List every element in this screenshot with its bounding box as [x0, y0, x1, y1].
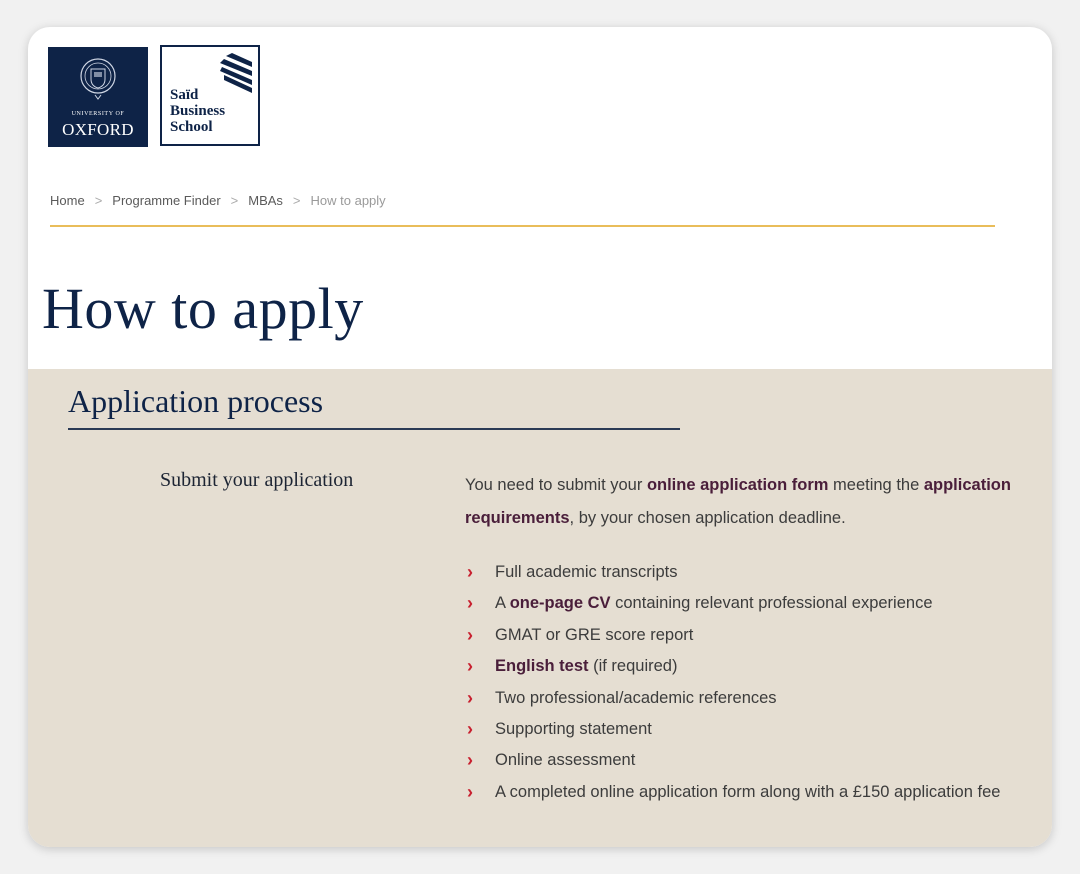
said-wordmark — [170, 87, 225, 135]
breadcrumb-divider — [50, 225, 995, 227]
section-title-underline — [68, 428, 680, 430]
oxford-wordmark: OXFORD — [62, 120, 134, 139]
list-item — [465, 588, 1035, 619]
list-item — [465, 620, 1035, 651]
breadcrumb-separator: > — [230, 193, 239, 208]
intro-paragraph — [465, 469, 1035, 535]
application-requirements-link[interactable]: application requirements — [465, 476, 1011, 527]
oxford-logo[interactable] — [48, 47, 148, 147]
chevron-right-icon: › — [467, 719, 473, 740]
browser-page — [28, 27, 1052, 847]
said-line-3: School — [170, 119, 213, 135]
chevron-right-icon: › — [467, 656, 473, 677]
chevron-right-icon: › — [467, 562, 473, 582]
breadcrumb — [50, 193, 386, 208]
chevron-right-icon: › — [467, 624, 473, 645]
requirement-link[interactable]: English test — [495, 657, 589, 676]
list-item — [465, 683, 1035, 714]
requirement-text: Online assessment — [495, 751, 636, 770]
breadcrumb-separator: > — [292, 193, 301, 208]
requirement-text: A — [495, 594, 510, 613]
list-item — [465, 557, 1035, 588]
intro-text-2: meeting the — [828, 476, 924, 494]
requirement-text: A completed online application form along with a £150 application fee — [495, 782, 1001, 801]
requirement-text: Full academic transcripts — [495, 563, 678, 581]
university-of-text: UNIVERSITY OF — [71, 111, 125, 117]
requirement-text: Two professional/academic references — [495, 688, 777, 707]
page-title: How to apply — [42, 276, 364, 341]
requirement-link[interactable]: one-page CV — [509, 594, 611, 613]
chevron-right-icon: › — [467, 593, 473, 614]
list-item — [465, 777, 1035, 808]
breadcrumb-home[interactable]: Home — [50, 193, 85, 208]
requirements-list — [465, 557, 1035, 808]
requirement-text-suffix: containing relevant professional experience — [610, 594, 933, 613]
intro-text-1: You need to submit your — [465, 476, 647, 494]
application-process-section — [28, 369, 1052, 847]
breadcrumb-current: How to apply — [310, 193, 386, 208]
list-item — [465, 651, 1035, 682]
breadcrumb-mbas[interactable]: MBAs — [248, 193, 283, 208]
said-line-1: Saïd — [170, 87, 199, 103]
requirement-text: Supporting statement — [495, 720, 652, 739]
requirement-text: GMAT or GRE score report — [495, 625, 694, 644]
section-title: Application process — [68, 383, 324, 419]
chevron-right-icon: › — [467, 687, 473, 708]
oxford-crest-icon — [78, 56, 118, 100]
chevron-right-icon: › — [467, 750, 473, 771]
list-item — [465, 745, 1035, 776]
chevron-right-icon: › — [467, 781, 473, 802]
breadcrumb-separator: > — [94, 193, 103, 208]
requirement-text-suffix: (if required) — [588, 657, 678, 676]
online-application-form-link[interactable]: online application form — [646, 476, 829, 494]
breadcrumb-programme-finder[interactable]: Programme Finder — [112, 193, 221, 208]
said-business-school-logo[interactable] — [160, 45, 260, 146]
said-line-2: Business — [170, 103, 226, 119]
intro-text-3: , by your chosen application deadline. — [569, 509, 846, 527]
list-item — [465, 714, 1035, 745]
step-title: Submit your application — [160, 469, 354, 491]
